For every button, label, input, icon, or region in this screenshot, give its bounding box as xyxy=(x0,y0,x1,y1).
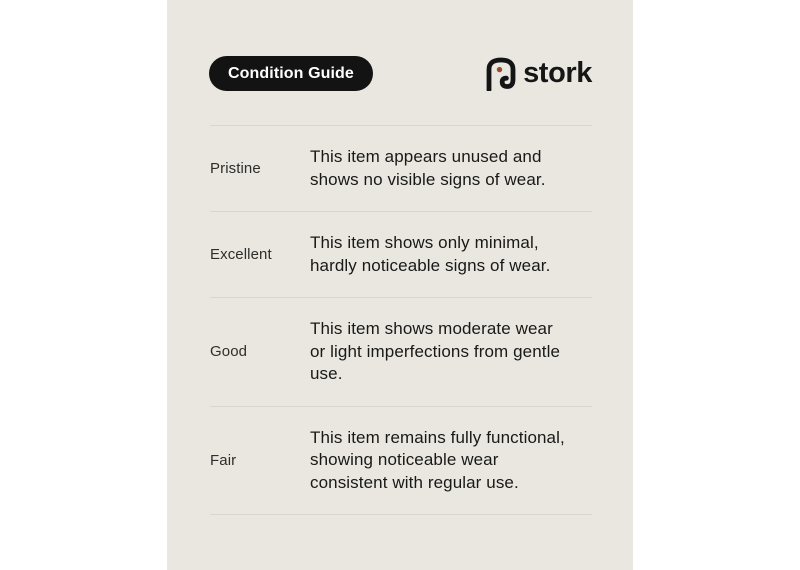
brand-logo xyxy=(486,55,592,93)
condition-guide-pill[interactable]: Condition Guide xyxy=(209,56,373,91)
condition-guide-card xyxy=(167,0,633,570)
conditions-table xyxy=(210,125,592,515)
condition-row xyxy=(210,297,592,406)
condition-label: Good xyxy=(210,343,248,361)
condition-description: This item shows moderate wear or light imperfections from gentle use. xyxy=(310,319,561,383)
condition-row xyxy=(210,406,592,516)
condition-row xyxy=(210,125,592,211)
brand-wordmark: stork xyxy=(523,56,592,89)
condition-label: Pristine xyxy=(210,160,261,177)
condition-label: Excellent xyxy=(210,246,272,263)
condition-description: This item appears unused and shows no visible signs of wear. xyxy=(310,147,546,189)
condition-description: This item remains fully functional, showing noticeable wear consistent with regular use. xyxy=(310,427,565,492)
stork-logo-icon xyxy=(486,57,516,91)
condition-description: This item shows only minimal, hardly noticeable signs of wear. xyxy=(310,233,551,275)
condition-label: Fair xyxy=(210,451,237,469)
condition-row xyxy=(210,211,592,297)
